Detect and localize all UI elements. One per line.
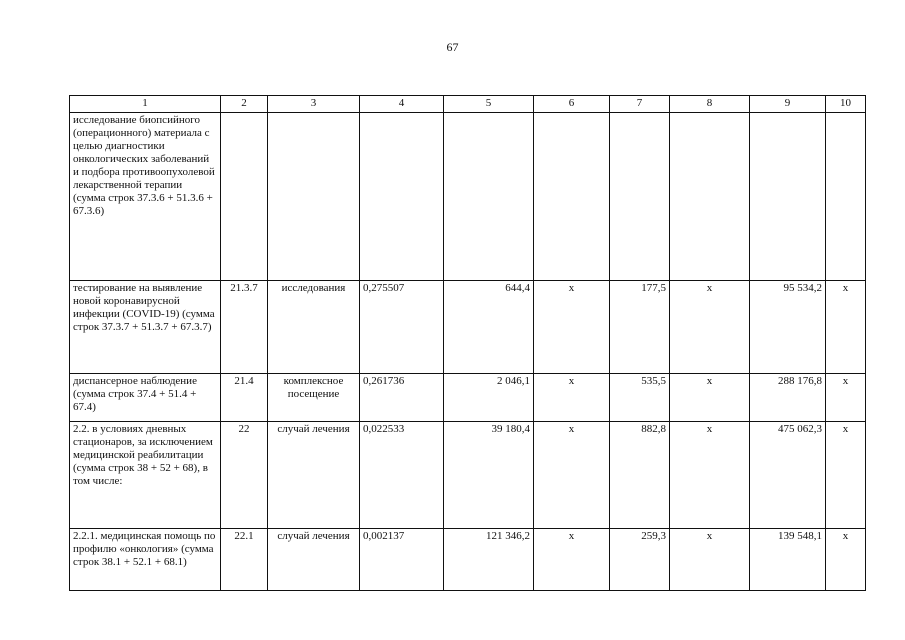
- row-value-cell: 0,022533: [360, 422, 444, 529]
- row-value-cell: [750, 113, 826, 281]
- column-header: 6: [534, 96, 610, 113]
- row-name-cell: 2.2. в условиях дневных стационаров, за исключением медицинской реабилитации (сумма строк 38 + 52 + 68), в том числе:: [70, 422, 221, 529]
- row-value-cell: x: [534, 422, 610, 529]
- row-name-cell: тестирование на выявление новой коронавирусной инфекции (COVID-19) (сумма строк 37.3.7 + 51.3.7 + 67.3.7): [70, 281, 221, 374]
- data-table: [69, 95, 866, 591]
- row-value-cell: x: [826, 374, 866, 422]
- row-value-cell: [610, 113, 670, 281]
- row-unit-cell: комплексное посещение: [268, 374, 360, 422]
- column-header: 3: [268, 96, 360, 113]
- row-value-cell: x: [534, 529, 610, 591]
- row-value-cell: 177,5: [610, 281, 670, 374]
- row-value-cell: [670, 113, 750, 281]
- row-value-cell: [360, 113, 444, 281]
- row-unit-cell: [268, 113, 360, 281]
- table-row: [70, 422, 866, 529]
- row-value-cell: 0,261736: [360, 374, 444, 422]
- row-value-cell: 39 180,4: [444, 422, 534, 529]
- row-value-cell: x: [670, 281, 750, 374]
- column-header: 8: [670, 96, 750, 113]
- row-value-cell: x: [670, 374, 750, 422]
- row-code-cell: 21.3.7: [221, 281, 268, 374]
- row-value-cell: [444, 113, 534, 281]
- column-header: 10: [826, 96, 866, 113]
- column-header: 5: [444, 96, 534, 113]
- row-value-cell: 95 534,2: [750, 281, 826, 374]
- row-value-cell: 139 548,1: [750, 529, 826, 591]
- row-value-cell: 259,3: [610, 529, 670, 591]
- table-row: [70, 113, 866, 281]
- table-row: [70, 529, 866, 591]
- row-value-cell: 0,275507: [360, 281, 444, 374]
- row-code-cell: 22: [221, 422, 268, 529]
- page-number: 67: [446, 40, 459, 54]
- row-unit-cell: случай лечения: [268, 422, 360, 529]
- column-header: 7: [610, 96, 670, 113]
- row-value-cell: x: [670, 422, 750, 529]
- row-value-cell: x: [534, 281, 610, 374]
- row-name-cell: исследование биопсийного (операционного) материала с целью диагностики онкологических заболеваний и подбора противоопухолевой лекарственной терапии (сумма строк 37.3.6 + 51.3.6 + 67.3.6): [70, 113, 221, 281]
- row-unit-cell: случай лечения: [268, 529, 360, 591]
- column-header: 1: [70, 96, 221, 113]
- row-value-cell: x: [826, 281, 866, 374]
- row-value-cell: 475 062,3: [750, 422, 826, 529]
- row-value-cell: x: [826, 529, 866, 591]
- row-code-cell: [221, 113, 268, 281]
- row-value-cell: x: [826, 422, 866, 529]
- row-value-cell: 0,002137: [360, 529, 444, 591]
- row-value-cell: [534, 113, 610, 281]
- row-code-cell: 22.1: [221, 529, 268, 591]
- table-row: [70, 374, 866, 422]
- column-header: 4: [360, 96, 444, 113]
- row-name-cell: диспансерное наблюдение (сумма строк 37.4 + 51.4 + 67.4): [70, 374, 221, 422]
- column-header: 2: [221, 96, 268, 113]
- row-value-cell: 535,5: [610, 374, 670, 422]
- row-value-cell: 882,8: [610, 422, 670, 529]
- row-value-cell: [826, 113, 866, 281]
- table-row: [70, 281, 866, 374]
- row-value-cell: x: [670, 529, 750, 591]
- header-row: [70, 96, 866, 113]
- row-value-cell: 644,4: [444, 281, 534, 374]
- row-unit-cell: исследования: [268, 281, 360, 374]
- row-value-cell: x: [534, 374, 610, 422]
- row-value-cell: 2 046,1: [444, 374, 534, 422]
- column-header: 9: [750, 96, 826, 113]
- row-value-cell: 121 346,2: [444, 529, 534, 591]
- row-value-cell: 288 176,8: [750, 374, 826, 422]
- row-code-cell: 21.4: [221, 374, 268, 422]
- row-name-cell: 2.2.1. медицинская помощь по профилю «онкология» (сумма строк 38.1 + 52.1 + 68.1): [70, 529, 221, 591]
